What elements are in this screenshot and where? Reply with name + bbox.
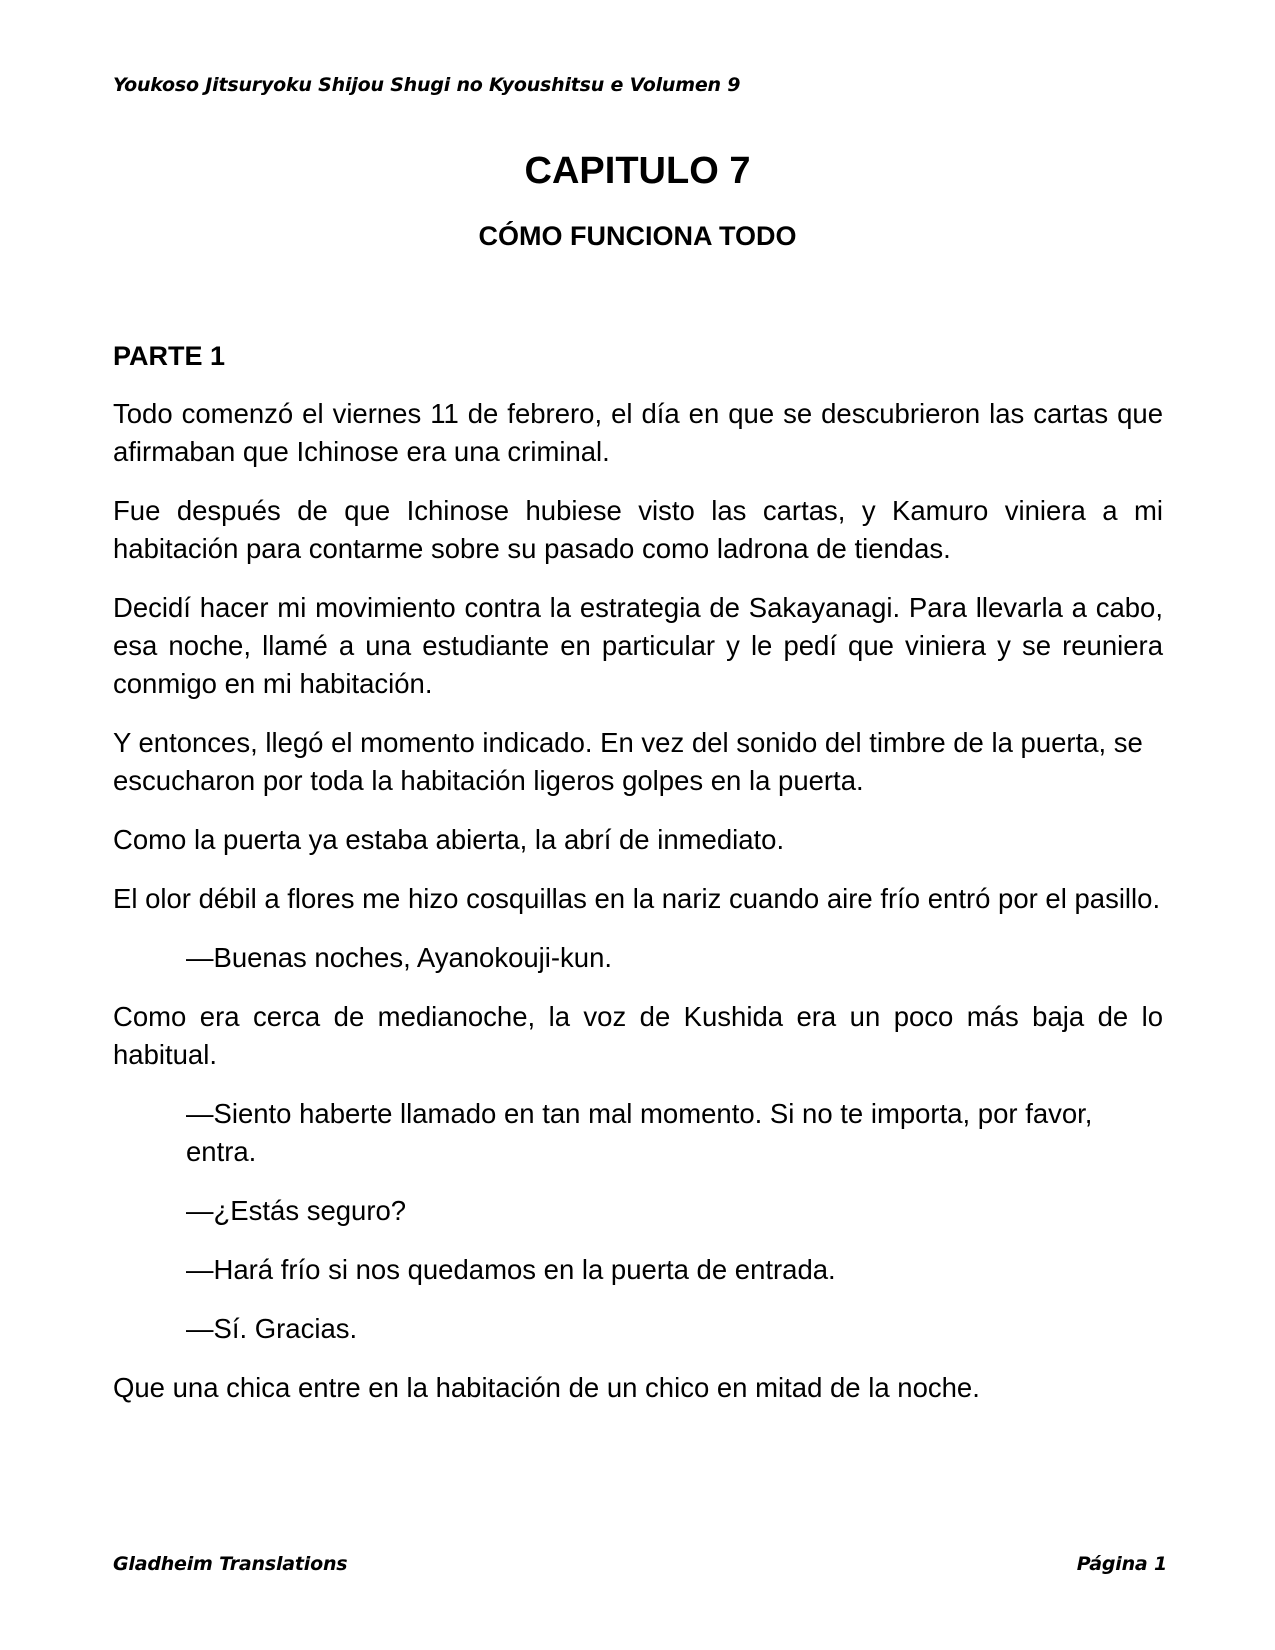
dialogue-line: —Siento haberte llamado en tan mal momento. Si no te importa, por favor, entra. bbox=[186, 1098, 1093, 1167]
part-heading: PARTE 1 bbox=[113, 341, 226, 371]
footer-page-number: Página 1 bbox=[1076, 1553, 1167, 1575]
body-text bbox=[113, 395, 1163, 1428]
paragraph: Y entonces, llegó el momento indicado. En vez del sonido del timbre de la puerta, se escucharon por toda la habitación ligeros golpes en la puerta. bbox=[113, 727, 1143, 796]
dialogue-line: —¿Estás seguro? bbox=[186, 1195, 407, 1226]
chapter-title: CAPITULO 7 bbox=[524, 150, 751, 192]
dialogue-line: —Sí. Gracias. bbox=[186, 1313, 358, 1344]
footer-publisher: Gladheim Translations bbox=[113, 1553, 348, 1575]
paragraph: Decidí hacer mi movimiento contra la estrategia de Sakayanagi. Para llevarla a cabo, esa noche, llamé a una estudiante en particular y le pedí que viniera y se reuniera conmigo en mi habitación. bbox=[113, 592, 1163, 699]
paragraph: Como era cerca de medianoche, la voz de Kushida era un poco más baja de lo habitual. bbox=[113, 1001, 1163, 1070]
paragraph: Que una chica entre en la habitación de un chico en mitad de la noche. bbox=[113, 1372, 980, 1403]
paragraph: Fue después de que Ichinose hubiese visto las cartas, y Kamuro viniera a mi habitación para contarme sobre su pasado como ladrona de tiendas. bbox=[113, 495, 1163, 564]
running-header: Youkoso Jitsuryoku Shijou Shugi no Kyoushitsu e Volumen 9 bbox=[113, 74, 741, 96]
dialogue-line: —Buenas noches, Ayanokouji-kun. bbox=[186, 942, 613, 973]
chapter-subtitle: CÓMO FUNCIONA TODO bbox=[478, 221, 797, 251]
paragraph: Todo comenzó el viernes 11 de febrero, el día en que se descubrieron las cartas que afirmaban que Ichinose era una criminal. bbox=[113, 398, 1163, 467]
paragraph: El olor débil a flores me hizo cosquillas en la nariz cuando aire frío entró por el pasillo. bbox=[113, 883, 1161, 914]
paragraph: Como la puerta ya estaba abierta, la abrí de inmediato. bbox=[113, 824, 785, 855]
dialogue-line: —Hará frío si nos quedamos en la puerta de entrada. bbox=[186, 1254, 836, 1285]
